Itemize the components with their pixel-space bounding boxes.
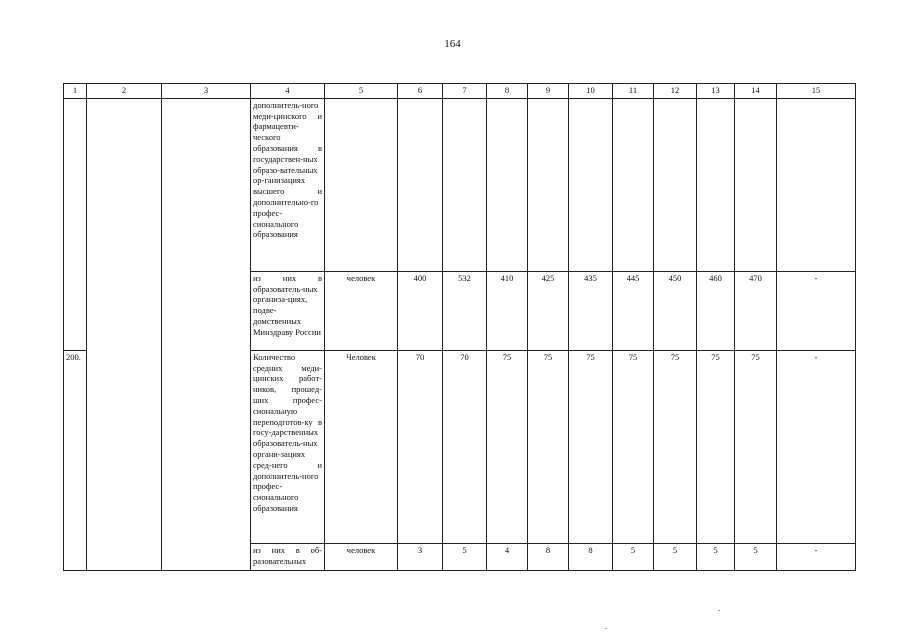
scan-artifact bbox=[605, 628, 607, 629]
value-cell bbox=[613, 98, 654, 271]
description-cell: из них в об-разовательных bbox=[251, 543, 325, 570]
value-cell: 75 bbox=[569, 350, 613, 543]
unit-cell: человек bbox=[325, 543, 398, 570]
note-cell: - bbox=[777, 350, 856, 543]
value-cell: 8 bbox=[528, 543, 569, 570]
header-cell: 11 bbox=[613, 84, 654, 99]
value-cell bbox=[654, 98, 697, 271]
note-cell: - bbox=[777, 271, 856, 350]
header-cell: 8 bbox=[487, 84, 528, 99]
description-cell: из них в образователь-ных организа-циях, подве-домственных Минздраву России bbox=[251, 271, 325, 350]
value-cell: 460 bbox=[697, 271, 735, 350]
value-cell: 75 bbox=[613, 350, 654, 543]
page-number: 164 bbox=[444, 38, 461, 50]
value-cell: 5 bbox=[443, 543, 487, 570]
value-cell: 75 bbox=[487, 350, 528, 543]
unit-cell: человек bbox=[325, 271, 398, 350]
header-cell: 14 bbox=[735, 84, 777, 99]
header-cell: 2 bbox=[87, 84, 162, 99]
header-cell: 9 bbox=[528, 84, 569, 99]
value-cell: 70 bbox=[443, 350, 487, 543]
header-cell: 7 bbox=[443, 84, 487, 99]
header-cell: 4 bbox=[251, 84, 325, 99]
value-cell: 5 bbox=[697, 543, 735, 570]
header-row bbox=[64, 84, 856, 99]
row-number-cell bbox=[64, 98, 87, 350]
value-cell bbox=[735, 98, 777, 271]
value-cell: 8 bbox=[569, 543, 613, 570]
value-cell: 70 bbox=[398, 350, 443, 543]
note-cell bbox=[777, 98, 856, 271]
description-cell: Количество средних меди-цинских работ-ников, прошед-ших профес-сиональную переподготов-ку в госу-дарственных образователь-ных органи-зациях сред-него и дополнитель-ного профес-сионального образования bbox=[251, 350, 325, 543]
unit-cell bbox=[325, 98, 398, 271]
value-cell: 5 bbox=[613, 543, 654, 570]
value-cell: 425 bbox=[528, 271, 569, 350]
value-cell: 435 bbox=[569, 271, 613, 350]
program-cell bbox=[87, 98, 162, 570]
value-cell: 400 bbox=[398, 271, 443, 350]
value-cell bbox=[697, 98, 735, 271]
value-cell: 75 bbox=[528, 350, 569, 543]
header-cell: 15 bbox=[777, 84, 856, 99]
value-cell bbox=[487, 98, 528, 271]
header-cell: 6 bbox=[398, 84, 443, 99]
value-cell: 5 bbox=[735, 543, 777, 570]
header-cell: 10 bbox=[569, 84, 613, 99]
value-cell: 75 bbox=[697, 350, 735, 543]
header-cell: 12 bbox=[654, 84, 697, 99]
note-cell: - bbox=[777, 543, 856, 570]
value-cell: 5 bbox=[654, 543, 697, 570]
header-cell: 1 bbox=[64, 84, 87, 99]
value-cell: 3 bbox=[398, 543, 443, 570]
indicator-cell bbox=[162, 98, 251, 570]
value-cell bbox=[398, 98, 443, 271]
unit-cell: Человек bbox=[325, 350, 398, 543]
description-cell: дополнитель-ного меди-цинского и фармацевти-ческого образования в государствен-ных образо-вательных ор-ганизациях высшего и дополнительно-го профес-сионального образования bbox=[251, 98, 325, 271]
header-cell: 3 bbox=[162, 84, 251, 99]
value-cell: 75 bbox=[654, 350, 697, 543]
value-cell: 410 bbox=[487, 271, 528, 350]
value-cell: 75 bbox=[735, 350, 777, 543]
data-table bbox=[63, 83, 856, 571]
table-row bbox=[64, 98, 856, 271]
value-cell: 532 bbox=[443, 271, 487, 350]
value-cell: 450 bbox=[654, 271, 697, 350]
row-number-cell: 200. bbox=[64, 350, 87, 570]
header-cell: 5 bbox=[325, 84, 398, 99]
value-cell: 4 bbox=[487, 543, 528, 570]
header-cell: 13 bbox=[697, 84, 735, 99]
value-cell: 445 bbox=[613, 271, 654, 350]
value-cell bbox=[528, 98, 569, 271]
scan-artifact bbox=[718, 610, 720, 611]
value-cell bbox=[443, 98, 487, 271]
value-cell bbox=[569, 98, 613, 271]
value-cell: 470 bbox=[735, 271, 777, 350]
